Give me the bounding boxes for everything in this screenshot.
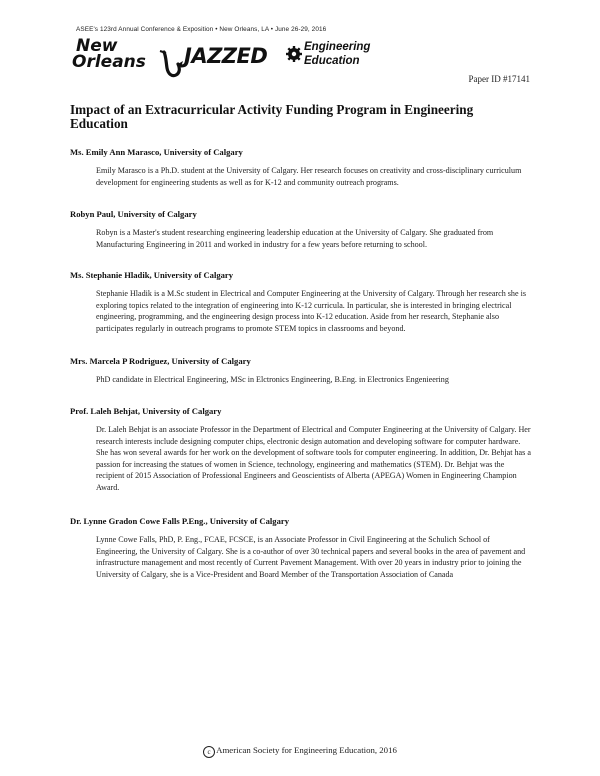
logo-word-jazzed: JAZZED xyxy=(184,44,268,68)
conference-logo xyxy=(72,36,372,82)
copyright-icon: c xyxy=(203,746,215,758)
saxophone-icon xyxy=(156,50,184,80)
paper-id: Paper ID #17141 xyxy=(468,74,530,84)
author-name: Prof. Laleh Behjat, University of Calgary xyxy=(70,406,222,416)
logo-word-education: Education xyxy=(304,55,360,67)
logo-word-new: New xyxy=(76,36,118,56)
gear-icon xyxy=(286,46,302,62)
author-name: Robyn Paul, University of Calgary xyxy=(70,209,197,219)
author-bio: Stephanie Hladik is a M.Sc student in Electrical and Computer Engineering at the University of Calgary. Through her research she is exploring topics related to the integration of engineering into K-12 curricula. In particular, she is interested in bringing electrical engineering, programming, and the engineering design process into K-12 education. Aside from her research, Stephanie also participates regularly in outreach programs to promote STEM topics in classrooms and beyond. xyxy=(96,289,526,333)
paper-title: Impact of an Extracurricular Activity Funding Program in Engineering Education xyxy=(70,102,474,131)
conference-line: ASEE's 123rd Annual Conference & Exposition • New Orleans, LA • June 26-29, 2016 xyxy=(76,26,327,33)
author-bio: Emily Marasco is a Ph.D. student at the University of Calgary. Her research focuses on creativity and cross-disciplinary curriculum development for engineering students as well as for K-12 and community outreach programs. xyxy=(96,166,522,187)
copyright-footer xyxy=(0,745,600,758)
author-name: Ms. Stephanie Hladik, University of Calgary xyxy=(70,270,234,280)
author-bio: PhD candidate in Electrical Engineering, MSc in Elctronics Engineering, B.Eng. in Electronics Engenieering xyxy=(96,375,449,384)
copyright-text: American Society for Engineering Education, 2016 xyxy=(216,745,397,755)
logo-word-orleans: Orleans xyxy=(72,52,146,72)
author-bio: Dr. Laleh Behjat is an associate Professor in the Department of Electrical and Computer Engineering at the University of Calgary. Her research interests include designing computer chips, electronic design automation and developing software for computer hardware. She has won several awards for her work on the development of software tools for computer engineering. In addition, Dr. Behjat has a passion for increasing the statues of women in Science, technology, engineering and mathematics (STEM). Dr. Behjat was the recipient of 2015 Association of Professional Engineers and Geoscientists of Alberta (APEGA) Women in Engineering Champion Award. xyxy=(96,425,531,492)
author-name: Ms. Emily Ann Marasco, University of Calgary xyxy=(70,147,243,157)
author-name: Dr. Lynne Gradon Cowe Falls P.Eng., University of Calgary xyxy=(70,516,289,526)
author-bio: Lynne Cowe Falls, PhD, P. Eng., FCAE, FCSCE, is an Associate Professor in Civil Engineering at the Schulich School of Engineering, the University of Calgary. She is a co-author of over 30 technical papers and several books in the area of pavement and infrastructure management and most recently of Current Pavement Management. With over 20 years in industry prior to joining the University of Calgary, she is a Vice-President and Board Member of the Transportation Association of Canada xyxy=(96,535,526,579)
author-name: Mrs. Marcela P Rodriguez, University of Calgary xyxy=(70,356,251,366)
logo-word-engineering: Engineering xyxy=(304,41,371,53)
author-bio: Robyn is a Master's student researching engineering leadership education at the University of Calgary. She graduated from Manufacturing Engineering in 2011 and worked in industry for a few years before returning to school. xyxy=(96,228,494,249)
